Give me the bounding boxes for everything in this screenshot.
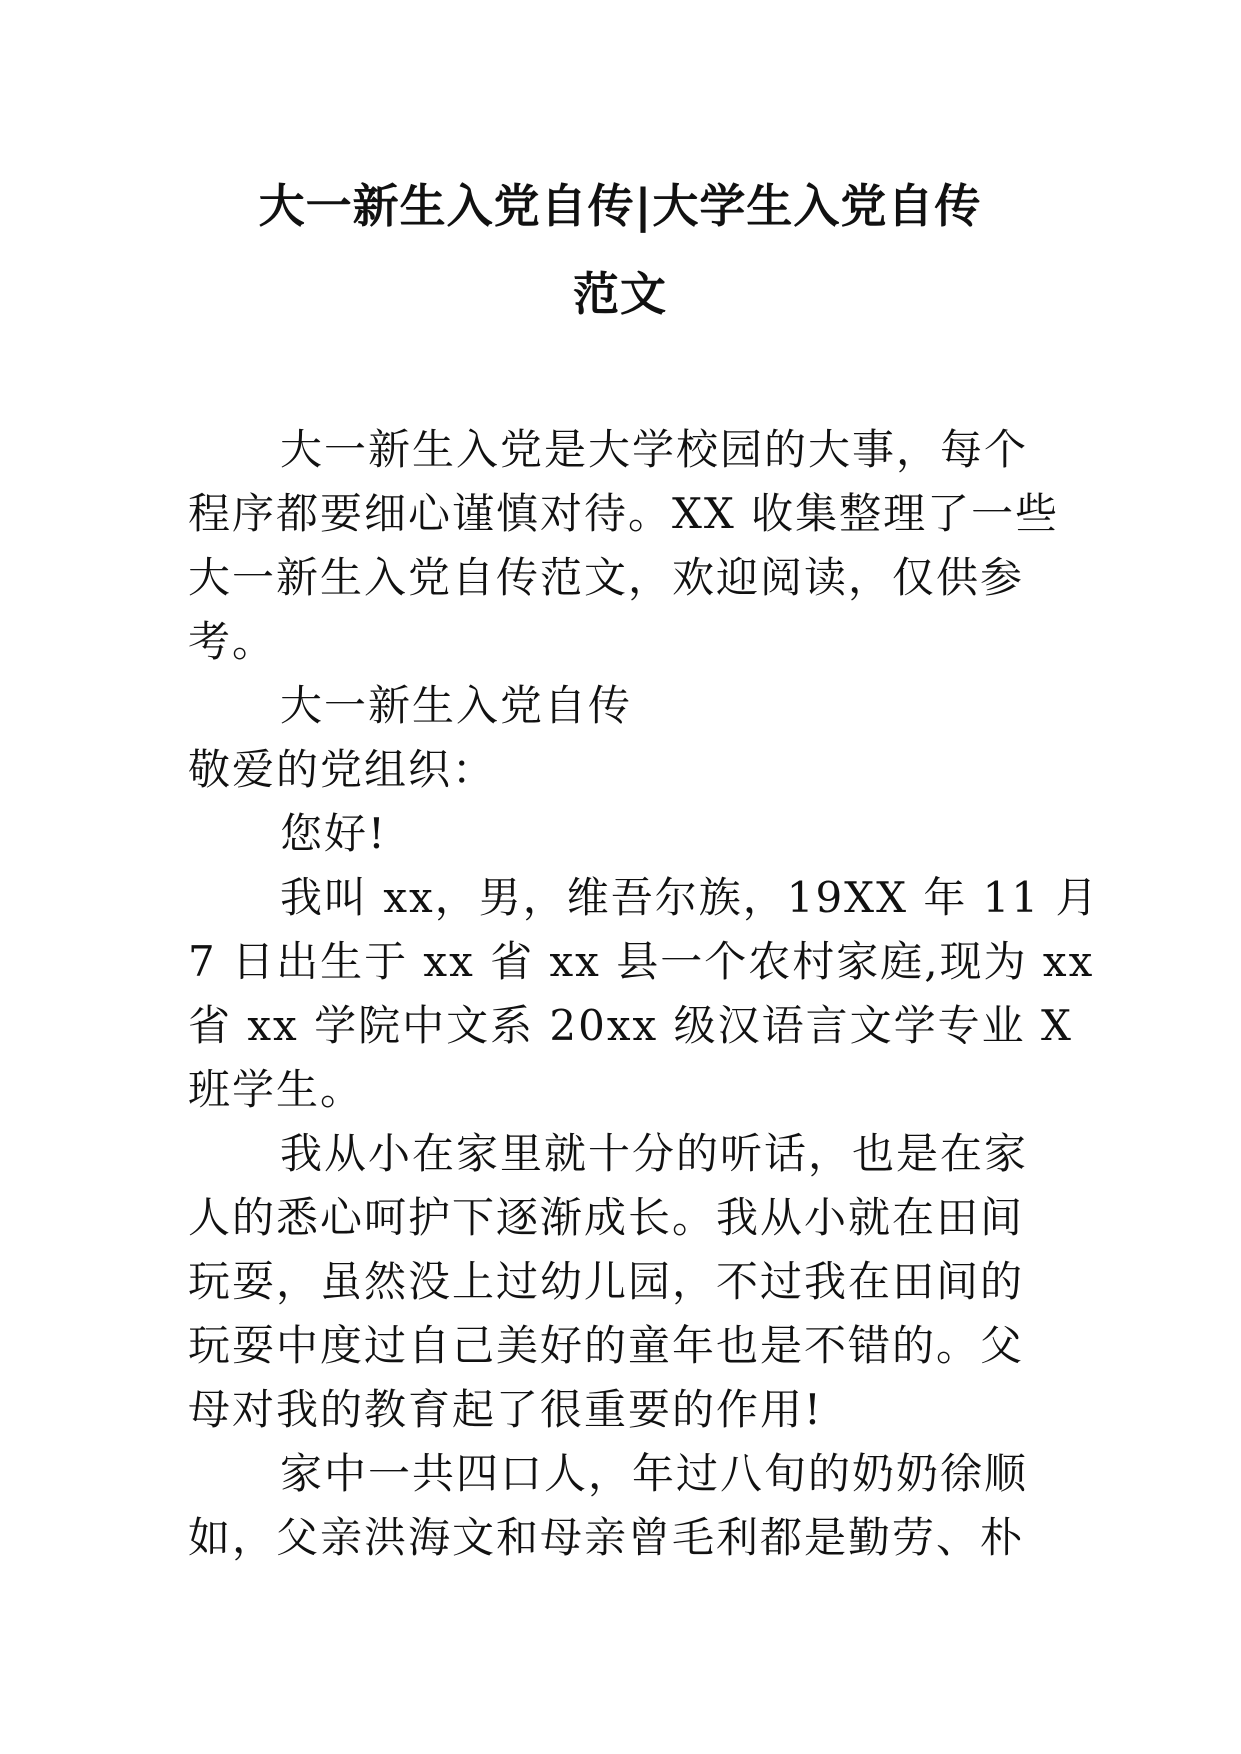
paragraph-1 [188,866,1100,1122]
text-line: 如，父亲洪海文和母亲曾毛利都是勤劳、朴 [188,1513,1025,1562]
title-line-2: 范文 [573,267,667,321]
text-line: 家中一共四口人，年过八旬的奶奶徐顺 [280,1449,1029,1498]
text-line: 人的悉心呵护下逐渐成长。我从小就在田间 [188,1193,1025,1242]
text-line: 班学生。 [188,1065,365,1114]
text-line: 考。 [188,617,277,666]
intro-paragraph [188,418,1078,674]
text-line: 母对我的教育起了很重要的作用! [188,1385,823,1434]
text-line: 程序都要细心谨慎对待。XX 收集整理了一些 [188,489,1060,538]
document-body [188,418,1100,1570]
text-line: 玩耍，虽然没上过幼儿园，不过我在田间的 [188,1257,1025,1306]
paragraph-2 [188,1122,1078,1442]
subheading [188,674,1078,738]
title-line-1: 大一新生入党自传|大学生入党自传 [258,179,982,233]
text-line: 省 xx 学院中文系 20xx 级汉语言文学专业 X [188,1001,1073,1050]
text-line: 大一新生入党自传范文，欢迎阅读，仅供参 [188,553,1025,602]
paragraph-3 [188,1442,1078,1570]
salutation [188,738,1078,802]
text-line: 大一新生入党是大学校园的大事，每个 [280,425,1029,474]
greeting-text: 您好! [280,809,387,858]
subheading-text: 大一新生入党自传 [280,681,633,730]
document-title [150,162,1090,338]
greeting [188,802,1078,866]
text-line: 我从小在家里就十分的听话，也是在家 [280,1129,1029,1178]
text-line: 我叫 xx，男，维吾尔族，19XX 年 11 月 [280,873,1100,922]
salutation-text: 敬爱的党组织： [188,745,497,794]
text-line: 7 日出生于 xx 省 xx 县一个农村家庭,现为 xx [188,937,1095,986]
text-line: 玩耍中度过自己美好的童年也是不错的。父 [188,1321,1025,1370]
